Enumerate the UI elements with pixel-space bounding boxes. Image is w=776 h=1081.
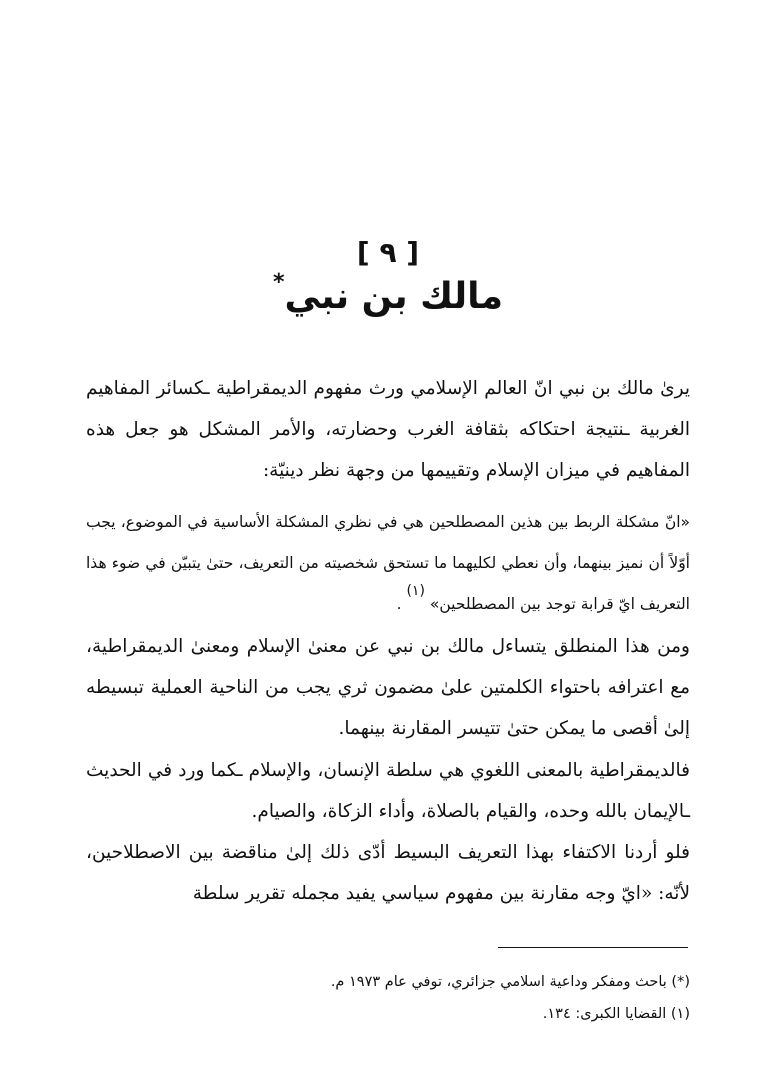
- footnote-author: (*) باحث ومفكر وداعية اسلامي جزائري، توفي عام ١٩٧٣ م.: [330, 974, 690, 990]
- footnote-source: (١) القضايا الكبرى: ١٣٤.: [542, 1006, 690, 1022]
- paragraph-question: ومن هذا المنطلق يتساءل مالك بن نبي عن معنىٰ الإسلام ومعنىٰ الديمقراطية، مع اعترافه باحتواء الكلمتين علىٰ مضمون ثري يجب من الناحية العملية تبسيطه إلىٰ أقصى ما يمكن حتىٰ تتيسر المقارنة بينهما.: [86, 636, 690, 739]
- quote-end-punctuation: .: [396, 595, 402, 613]
- paragraph-intro: يرىٰ مالك بن نبي انّ العالم الإسلامي ورث مفهوم الديمقراطية ـكسائر المفاهيم الغربية ـنتيجة احتكاكه بثقافة الغرب وحضارته، والأمر المشكل هو جعل هذه المفاهيم في ميزان الإسلام وتقييمها من وجهة نظر دينيّة:: [86, 378, 690, 481]
- paragraph-definition: فالديمقراطية بالمعنى اللغوي هي سلطة الإنسان، والإسلام ـكما ورد في الحديث ـالإيمان بالله وحده، والقيام بالصلاة، وأداء الزكاة، والصيام.: [86, 760, 690, 822]
- block-quote: [86, 502, 690, 626]
- chapter-title-footnote-mark: *: [273, 270, 285, 295]
- chapter-number: [ ٩ ]: [356, 236, 420, 269]
- footnote-divider: [498, 947, 688, 948]
- block-quote-text: «انّ مشكلة الربط بين هذين المصطلحين هي في نظري المشكلة الأساسية في الموضوع، يجب أوّلاً أن نميز بينهما، وأن نعطي لكليهما ما تستحق شخصيته من التعريف، حتىٰ يتبيّن في ضوء هذا التعريف ايّ قرابة توجد بين المصطلحين»: [86, 513, 690, 613]
- chapter-title-text: مالك بن نبي: [284, 276, 503, 317]
- quote-footnote-ref: (١): [406, 583, 425, 599]
- chapter-title: [0, 270, 776, 317]
- paragraph-comparison: فلو أردنا الاكتفاء بهذا التعريف البسيط أدّى ذلك إلىٰ مناقضة بين الاصطلاحين، لأنّه: «ايّ وجه مقارنة بين مفهوم سياسي يفيد مجمله تقرير سلطة: [86, 842, 690, 904]
